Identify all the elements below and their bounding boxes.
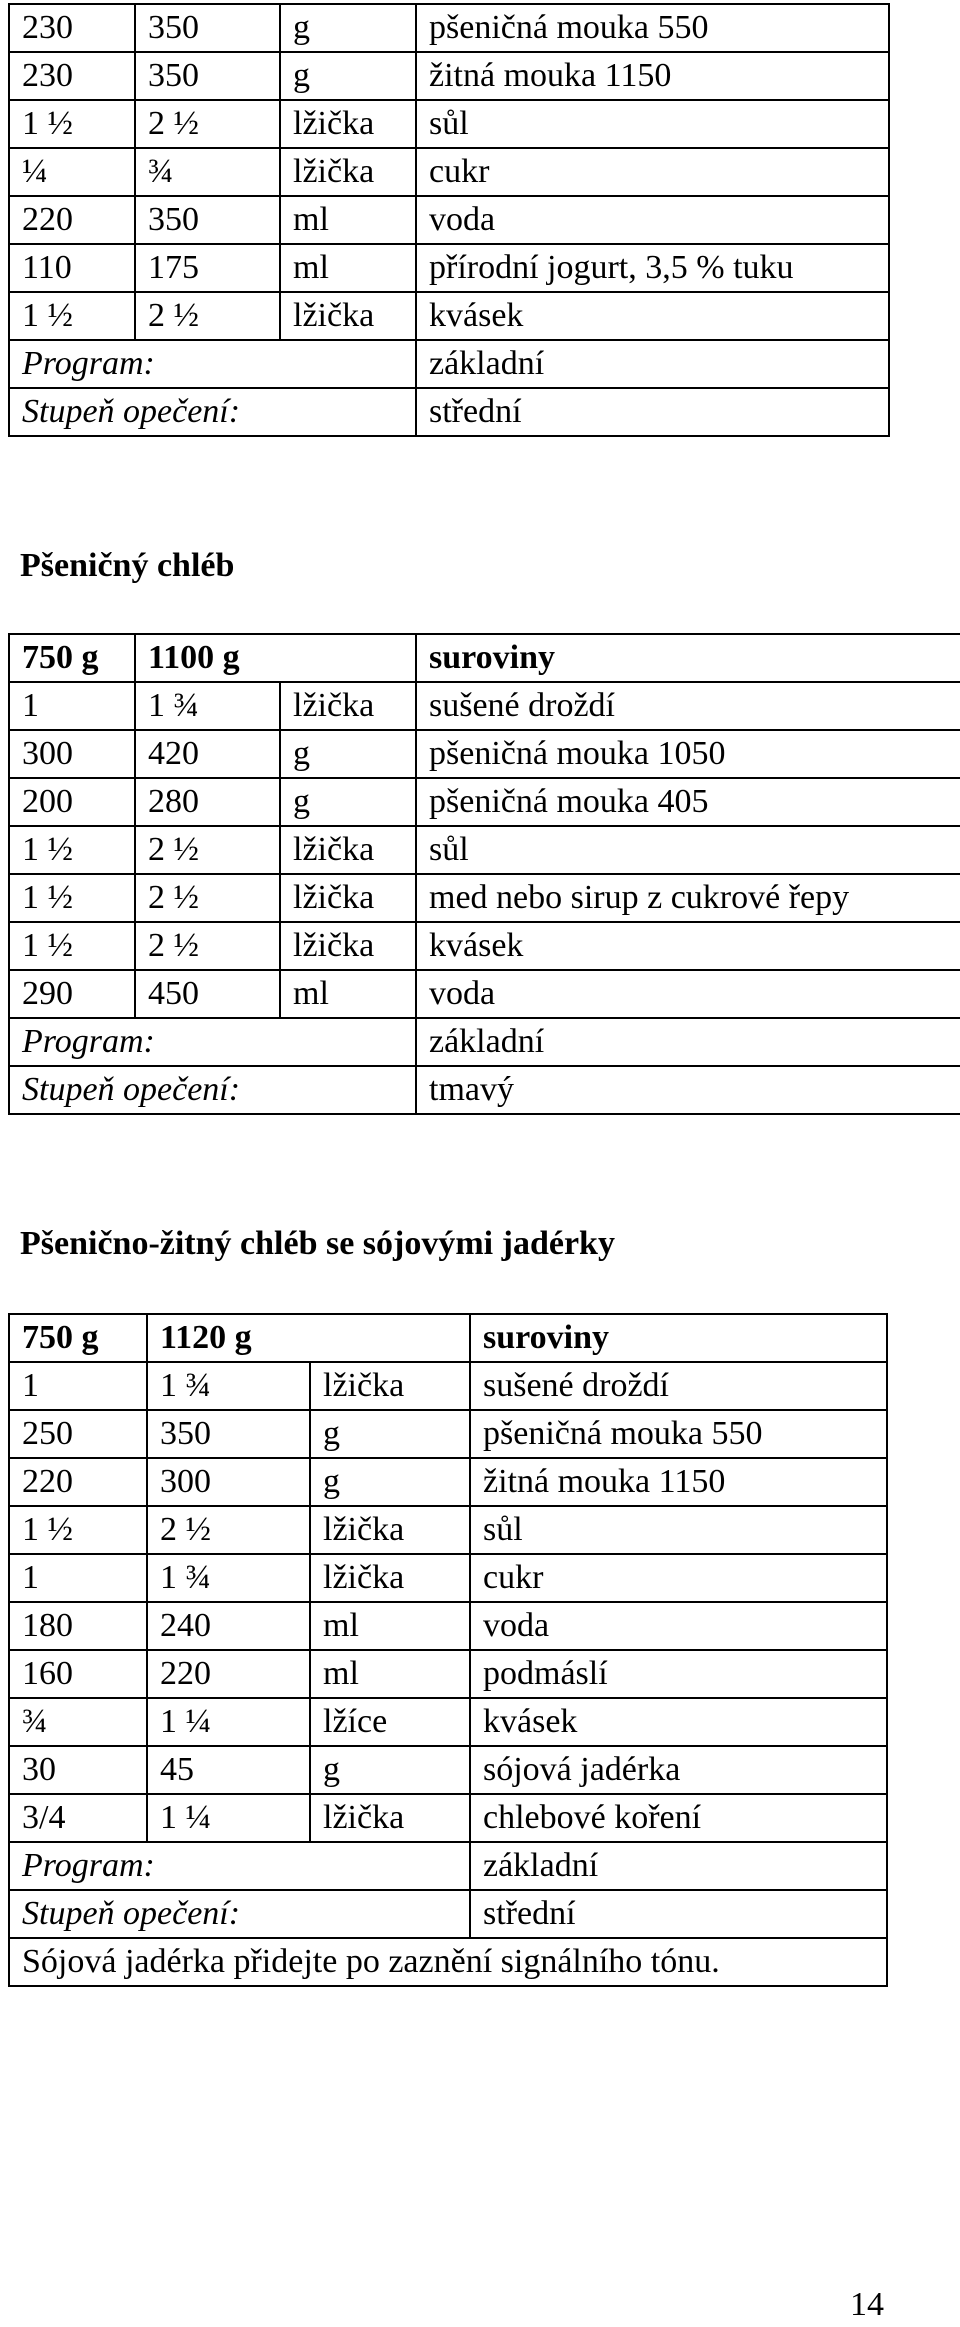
header-ingredients: suroviny: [416, 634, 960, 682]
header-large-loaf: 1100 g: [135, 634, 416, 682]
cell-qty-large: 350: [135, 52, 280, 100]
cell-unit: g: [280, 778, 416, 826]
cell-unit: lžička: [280, 874, 416, 922]
cell-unit: lžička: [280, 148, 416, 196]
cell-unit: g: [280, 4, 416, 52]
cell-qty-large: 1 ¾: [147, 1362, 310, 1410]
cell-unit: ml: [310, 1602, 470, 1650]
ingredient-row: [9, 970, 960, 1018]
cell-ingredient: pšeničná mouka 405: [416, 778, 960, 826]
cell-ingredient: sójová jadérka: [470, 1746, 887, 1794]
cell-qty-large: 2 ½: [147, 1506, 310, 1554]
ingredient-row: [9, 682, 960, 730]
cell-qty-large: 2 ½: [135, 874, 280, 922]
ingredient-row: [9, 1650, 887, 1698]
cell-ingredient: pšeničná mouka 550: [416, 4, 889, 52]
cell-qty-large: 350: [135, 4, 280, 52]
cell-qty-small: 1 ½: [9, 826, 135, 874]
cell-qty-large: 175: [135, 244, 280, 292]
recipe-table-3: [8, 1313, 888, 1987]
cell-ingredient: sušené droždí: [470, 1362, 887, 1410]
cell-ingredient: voda: [416, 970, 960, 1018]
cell-ingredient: pšeničná mouka 1050: [416, 730, 960, 778]
cell-unit: lžička: [280, 292, 416, 340]
ingredient-row: [9, 1554, 887, 1602]
cell-ingredient: sůl: [470, 1506, 887, 1554]
cell-qty-small: 220: [9, 196, 135, 244]
cell-qty-small: 1 ½: [9, 874, 135, 922]
cell-unit: lžička: [280, 922, 416, 970]
ingredient-row: [9, 1794, 887, 1842]
cell-qty-small: 1: [9, 1554, 147, 1602]
ingredient-row: [9, 52, 889, 100]
baking-level-row: [9, 1066, 960, 1114]
baking-level-value: střední: [416, 388, 889, 436]
ingredient-row: [9, 826, 960, 874]
section-heading-wheat-rye-bread: Pšenično-žitný chléb se sójovými jadérky: [20, 1225, 615, 1262]
program-row: [9, 340, 889, 388]
program-value: základní: [470, 1842, 887, 1890]
program-value: základní: [416, 340, 889, 388]
cell-ingredient: žitná mouka 1150: [470, 1458, 887, 1506]
cell-qty-large: 350: [147, 1410, 310, 1458]
cell-qty-large: 280: [135, 778, 280, 826]
ingredient-row: [9, 100, 889, 148]
cell-unit: lžička: [310, 1362, 470, 1410]
ingredient-row: [9, 1410, 887, 1458]
cell-unit: g: [310, 1458, 470, 1506]
program-label: Program:: [9, 1842, 470, 1890]
cell-qty-large: 2 ½: [135, 292, 280, 340]
cell-ingredient: kvásek: [416, 292, 889, 340]
cell-ingredient: chlebové koření: [470, 1794, 887, 1842]
cell-ingredient: sůl: [416, 100, 889, 148]
ingredient-row: [9, 1746, 887, 1794]
cell-qty-large: 1 ¾: [135, 682, 280, 730]
cell-qty-small: 3/4: [9, 1794, 147, 1842]
cell-unit: ml: [280, 244, 416, 292]
cell-qty-small: 110: [9, 244, 135, 292]
program-row: [9, 1018, 960, 1066]
ingredient-row: [9, 1458, 887, 1506]
cell-qty-small: 1 ½: [9, 100, 135, 148]
cell-qty-large: 300: [147, 1458, 310, 1506]
cell-qty-small: 1 ½: [9, 292, 135, 340]
cell-unit: lžička: [280, 100, 416, 148]
cell-qty-large: ¾: [135, 148, 280, 196]
baking-level-label: Stupeň opečení:: [9, 1066, 416, 1114]
cell-qty-small: 300: [9, 730, 135, 778]
page-number: 14: [850, 2286, 884, 2323]
cell-qty-large: 350: [135, 196, 280, 244]
header-ingredients: suroviny: [470, 1314, 887, 1362]
cell-ingredient: med nebo sirup z cukrové řepy: [416, 874, 960, 922]
cell-qty-small: 30: [9, 1746, 147, 1794]
cell-unit: ml: [280, 970, 416, 1018]
cell-qty-large: 240: [147, 1602, 310, 1650]
baking-level-label: Stupeň opečení:: [9, 1890, 470, 1938]
table-header-row: [9, 634, 960, 682]
ingredient-row: [9, 292, 889, 340]
cell-ingredient: pšeničná mouka 550: [470, 1410, 887, 1458]
cell-ingredient: kvásek: [416, 922, 960, 970]
cell-qty-large: 2 ½: [135, 826, 280, 874]
cell-unit: ml: [310, 1650, 470, 1698]
ingredient-row: [9, 4, 889, 52]
cell-qty-small: ¼: [9, 148, 135, 196]
program-label: Program:: [9, 1018, 416, 1066]
cell-qty-small: 200: [9, 778, 135, 826]
ingredient-row: [9, 1698, 887, 1746]
cell-ingredient: sůl: [416, 826, 960, 874]
note-row: [9, 1938, 887, 1986]
cell-qty-small: 230: [9, 52, 135, 100]
ingredient-row: [9, 922, 960, 970]
cell-qty-large: 420: [135, 730, 280, 778]
cell-qty-small: 230: [9, 4, 135, 52]
program-row: [9, 1842, 887, 1890]
cell-unit: lžička: [310, 1794, 470, 1842]
cell-qty-small: 180: [9, 1602, 147, 1650]
baking-level-row: [9, 388, 889, 436]
cell-ingredient: voda: [416, 196, 889, 244]
section-heading-wheat-bread: Pšeničný chléb: [20, 547, 235, 584]
cell-ingredient: podmáslí: [470, 1650, 887, 1698]
cell-qty-large: 220: [147, 1650, 310, 1698]
cell-qty-small: ¾: [9, 1698, 147, 1746]
ingredient-row: [9, 1362, 887, 1410]
cell-qty-small: 1: [9, 682, 135, 730]
cell-unit: g: [280, 730, 416, 778]
cell-qty-small: 1: [9, 1362, 147, 1410]
cell-qty-large: 2 ½: [135, 922, 280, 970]
ingredient-row: [9, 196, 889, 244]
ingredient-row: [9, 148, 889, 196]
program-value: základní: [416, 1018, 960, 1066]
cell-unit: lžička: [280, 682, 416, 730]
ingredient-row: [9, 874, 960, 922]
cell-ingredient: přírodní jogurt, 3,5 % tuku: [416, 244, 889, 292]
cell-qty-large: 45: [147, 1746, 310, 1794]
baking-level-value: tmavý: [416, 1066, 960, 1114]
baking-level-row: [9, 1890, 887, 1938]
header-small-loaf: 750 g: [9, 1314, 147, 1362]
recipe-table-2: [8, 633, 960, 1115]
cell-unit: lžíce: [310, 1698, 470, 1746]
header-large-loaf: 1120 g: [147, 1314, 470, 1362]
cell-qty-small: 250: [9, 1410, 147, 1458]
cell-qty-large: 1 ¾: [147, 1554, 310, 1602]
note-text: Sójová jadérka přidejte po zaznění signálního tónu.: [9, 1938, 887, 1986]
baking-level-label: Stupeň opečení:: [9, 388, 416, 436]
ingredient-row: [9, 778, 960, 826]
cell-ingredient: žitná mouka 1150: [416, 52, 889, 100]
cell-qty-small: 220: [9, 1458, 147, 1506]
cell-qty-large: 450: [135, 970, 280, 1018]
cell-qty-small: 1 ½: [9, 922, 135, 970]
table-header-row: [9, 1314, 887, 1362]
cell-unit: lžička: [310, 1506, 470, 1554]
cell-unit: g: [280, 52, 416, 100]
baking-level-value: střední: [470, 1890, 887, 1938]
program-label: Program:: [9, 340, 416, 388]
cell-qty-small: 1 ½: [9, 1506, 147, 1554]
cell-unit: g: [310, 1410, 470, 1458]
cell-ingredient: kvásek: [470, 1698, 887, 1746]
cell-qty-small: 160: [9, 1650, 147, 1698]
ingredient-row: [9, 1602, 887, 1650]
cell-unit: g: [310, 1746, 470, 1794]
cell-unit: ml: [280, 196, 416, 244]
recipe-table-1: [8, 3, 890, 437]
ingredient-row: [9, 244, 889, 292]
cell-qty-large: 1 ¼: [147, 1794, 310, 1842]
cell-unit: lžička: [310, 1554, 470, 1602]
cell-qty-large: 1 ¼: [147, 1698, 310, 1746]
cell-ingredient: cukr: [416, 148, 889, 196]
cell-qty-small: 290: [9, 970, 135, 1018]
cell-ingredient: sušené droždí: [416, 682, 960, 730]
ingredient-row: [9, 730, 960, 778]
ingredient-row: [9, 1506, 887, 1554]
header-small-loaf: 750 g: [9, 634, 135, 682]
cell-qty-large: 2 ½: [135, 100, 280, 148]
cell-ingredient: voda: [470, 1602, 887, 1650]
cell-unit: lžička: [280, 826, 416, 874]
cell-ingredient: cukr: [470, 1554, 887, 1602]
